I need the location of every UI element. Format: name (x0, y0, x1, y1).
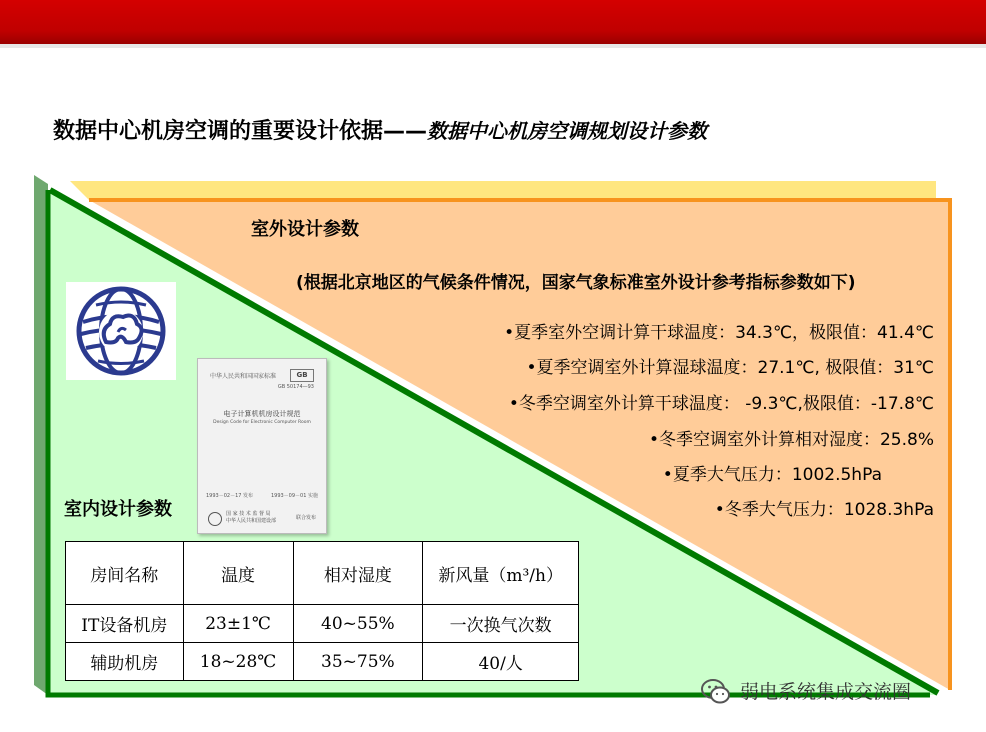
book-issue-date: 1993－02－17 发布 (206, 493, 254, 499)
table-cell: 23±1℃ (183, 605, 293, 643)
book-header: 中华人民共和国国家标准 (210, 373, 277, 380)
param-line: •夏季室外空调计算干球温度：34.3℃，极限值：41.4℃ (504, 323, 934, 343)
watermark-text: 弱电系统集成交流圈 (740, 681, 912, 703)
book-impl-date: 1993－09－01 实施 (270, 493, 318, 499)
yellow-band (70, 181, 936, 200)
book-publisher: 中华人民共和国建设部 (226, 518, 277, 524)
book-title: 电子计算机机房设计规范 (223, 410, 301, 418)
title-main: 数据中心机房空调的重要设计依据—— (53, 119, 428, 144)
param-line: •冬季空调室外计算相对湿度：25.8% (648, 430, 934, 450)
table-header-row (66, 542, 579, 605)
gb-standard-book-cover (197, 358, 327, 534)
table-cell: 35~75% (293, 643, 423, 681)
table-cell: 40/人 (423, 643, 579, 681)
outdoor-note: (根据北京地区的气候条件情况，国家气象标准室外设计参考指标参数如下) (296, 273, 856, 293)
table-cell: 一次换气次数 (423, 605, 579, 643)
wechat-icon (700, 676, 732, 708)
book-title-en: Design Code for Electronic Computer Room (213, 420, 311, 425)
seal-icon (208, 512, 222, 526)
param-line: •冬季大气压力：1028.3hPa (714, 500, 934, 520)
table-cell: IT设备机房 (66, 605, 184, 643)
table-cell: 18~28℃ (183, 643, 293, 681)
table-header-cell: 新风量（m³/h） (423, 542, 579, 605)
book-publisher: 国 家 技 术 监 督 局 (226, 511, 271, 517)
book-code: GB 50174—93 (277, 384, 314, 390)
param-line: •夏季大气压力：1002.5hPa (662, 465, 882, 485)
table-header-cell: 房间名称 (66, 542, 184, 605)
table-cell: 辅助机房 (66, 643, 184, 681)
gb-badge: GB (290, 369, 314, 382)
title-sub: 数据中心机房空调规划设计参数 (427, 119, 708, 143)
table-row (66, 605, 579, 643)
param-line: •冬季空调室外计算干球温度： -9.3℃,极限值：-17.8℃ (508, 394, 934, 414)
table-header-cell: 温度 (183, 542, 293, 605)
table-header-cell: 相对湿度 (293, 542, 423, 605)
cma-logo (66, 282, 176, 380)
book-publisher-note: 联合发布 (295, 515, 316, 521)
param-line: •夏季空调室外计算湿球温度：27.1℃, 极限值：31℃ (526, 358, 934, 378)
indoor-params-table (65, 541, 579, 681)
table-row (66, 643, 579, 681)
indoor-heading: 室内设计参数 (64, 499, 172, 520)
table-cell: 40~55% (293, 605, 423, 643)
outdoor-heading: 室外设计参数 (251, 219, 359, 240)
